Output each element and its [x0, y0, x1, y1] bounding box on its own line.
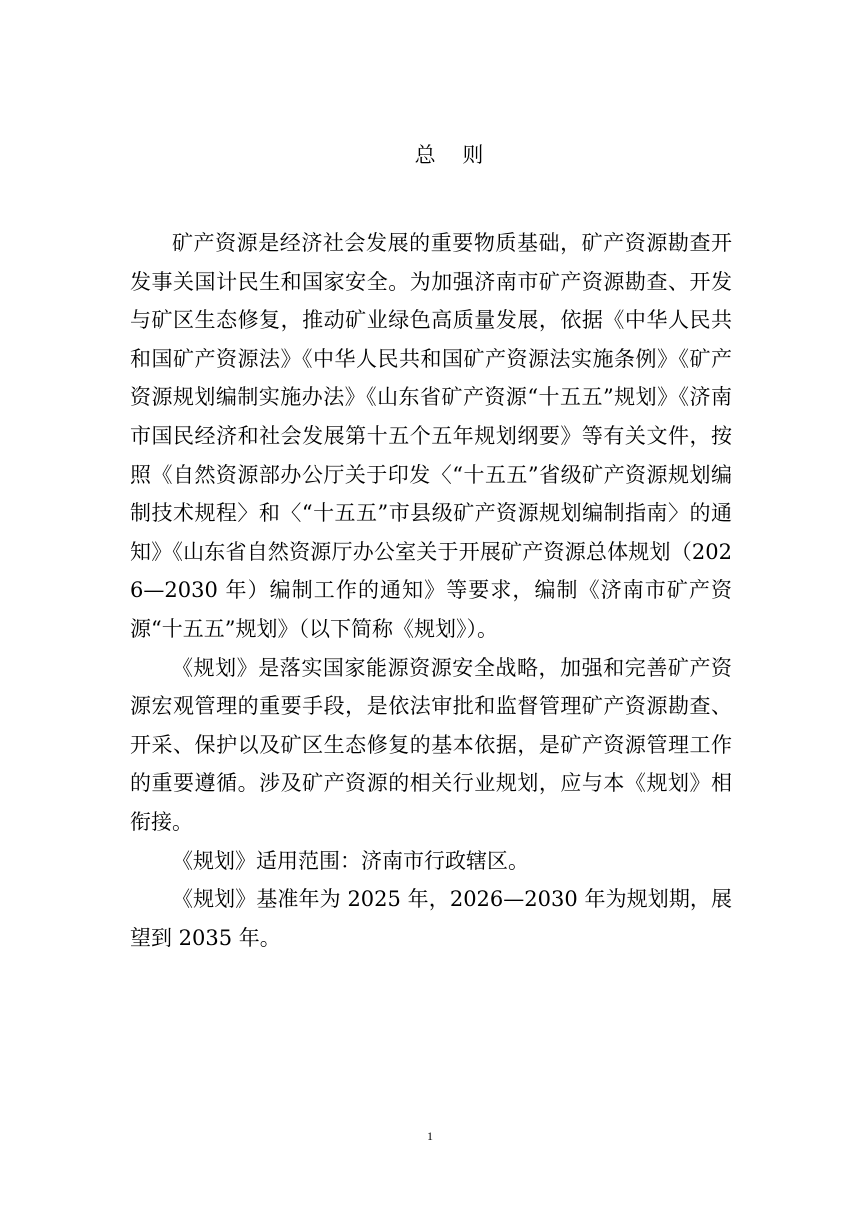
page-number: 1 [427, 1129, 433, 1143]
paragraph-basis: 矿产资源是经济社会发展的重要物质基础，矿产资源勘查开发事关国计民生和国家安全。为加强济南市矿产资源勘查、开发与矿区生态修复，推动矿业绿色高质量发展，依据《中华人民共和国矿产资源法》《中华人民共和国矿产资源法实施条例》《矿产资源规划编制实施办法》《山东省矿产资源“十五五”规划》《济南市国民经济和社会发展第十五个五年规划纲要》等有关文件，按照《自然资源部办公厅关于印发〈“十五五”省级矿产资源规划编制技术规程〉和〈“十五五”市县级矿产资源规划编制指南〉的通知》《山东省自然资源厅办公室关于开展矿产资源总体规划（2026—2030 年）编制工作的通知》等要求，编制《济南市矿产资源“十五五”规划》（以下简称《规划》）。 [130, 231, 732, 641]
section-title: 总 则 [414, 143, 494, 167]
paragraph-period: 《规划》基准年为 2025 年，2026—2030 年为规划期，展望到 2035 年。 [130, 887, 732, 950]
document-body [130, 224, 732, 957]
paragraph-scope: 《规划》适用范围：济南市行政辖区。 [172, 848, 529, 873]
paragraph-purpose: 《规划》是落实国家能源资源安全战略，加强和完善矿产资源宏观管理的重要手段，是依法审批和监督管理矿产资源勘查、开采、保护以及矿区生态修复的基本依据，是矿产资源管理工作的重要遵循。涉及矿产资源的相关行业规划，应与本《规划》相衔接。 [130, 655, 732, 834]
